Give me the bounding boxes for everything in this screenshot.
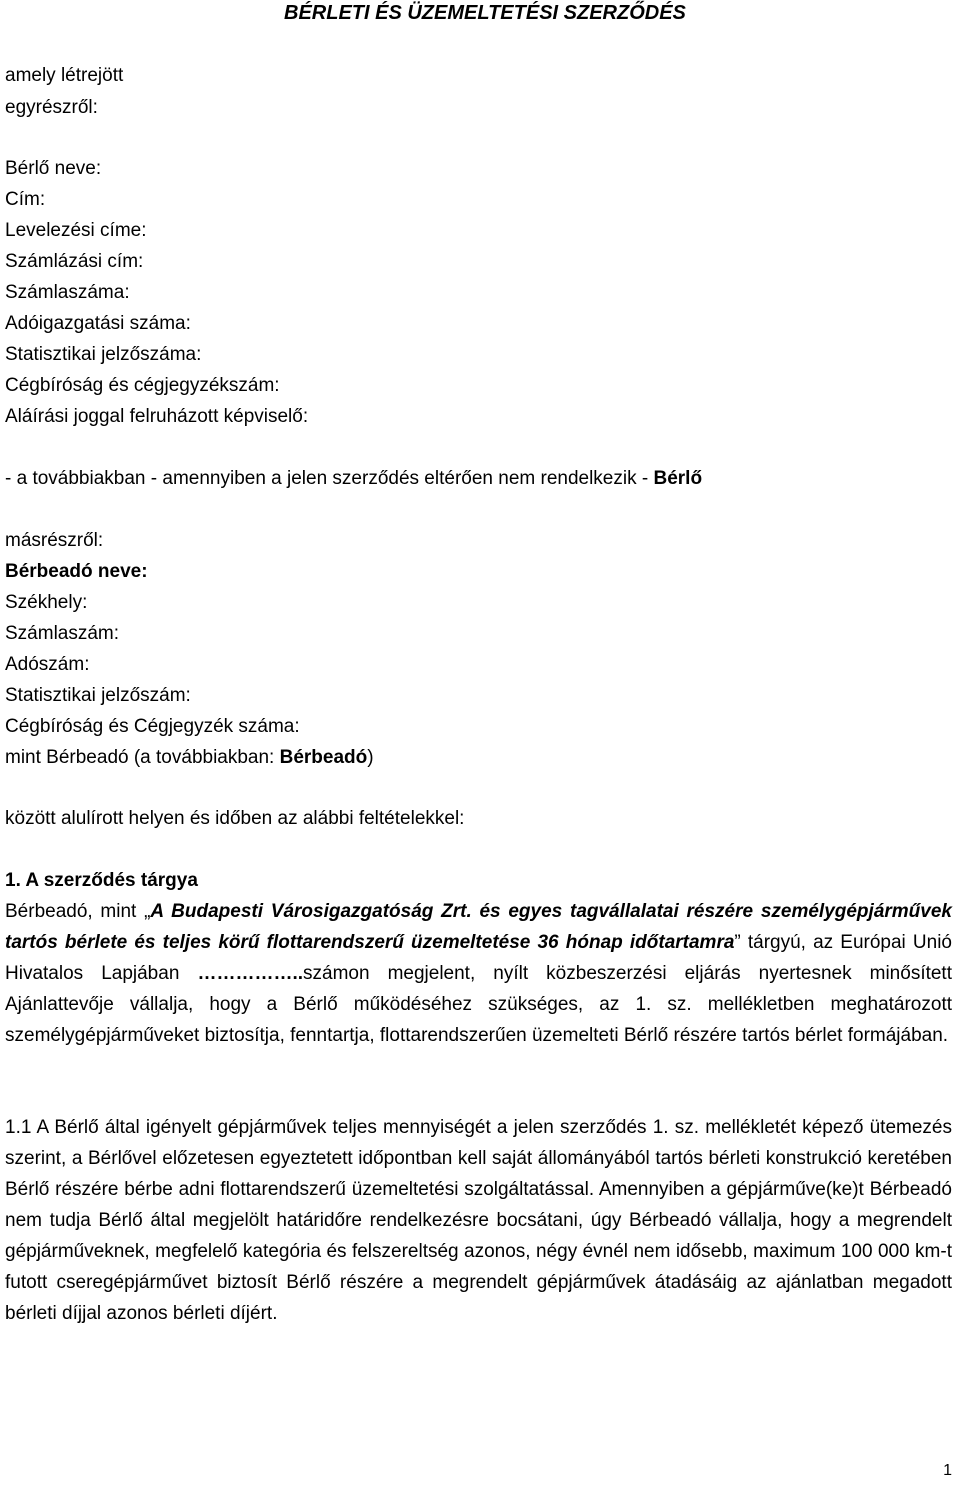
p1-company-name: A Budapesti Városigazgatóság Zrt. bbox=[150, 901, 472, 922]
party2-heading: másrészről: bbox=[5, 530, 104, 551]
lessor-designation-text: mint Bérbeadó (a továbbiakban: bbox=[5, 747, 280, 768]
field-lessor-court-registry: Cégbíróság és Cégjegyzék száma: bbox=[5, 716, 300, 737]
lessor-designation-close: ) bbox=[367, 747, 374, 768]
section1-paragraph bbox=[5, 896, 952, 1051]
field-tenant-account-number: Számlaszáma: bbox=[5, 282, 130, 303]
p1-placeholder-dots: …………….. bbox=[197, 963, 303, 984]
intro-text: amely létrejött bbox=[5, 65, 124, 86]
tenant-designation-text: - a továbbiakban - amennyiben a jelen szerződés eltérően nem rendelkezik - bbox=[5, 468, 654, 489]
field-lessor-tax-number: Adószám: bbox=[5, 654, 90, 675]
field-lessor-name: Bérbeadó neve: bbox=[5, 561, 148, 582]
tenant-designation-term: Bérlő bbox=[653, 468, 703, 489]
field-tenant-mailing-address: Levelezési címe: bbox=[5, 220, 147, 241]
field-tenant-address: Cím: bbox=[5, 189, 46, 210]
p1-part-a: Bérbeadó, mint bbox=[5, 901, 145, 922]
between-clause: között alulírott helyen és időben az alábbi feltételekkel: bbox=[5, 808, 465, 829]
field-tenant-tax-number: Adóigazgatási száma: bbox=[5, 313, 191, 334]
field-tenant-billing-address: Számlázási cím: bbox=[5, 251, 144, 272]
p1-part-e: ” tárgyú, az Európai Unió Hivatalos Lapjában bbox=[5, 932, 952, 984]
p1-subject: és egyes tagvállalatai részére személygépjárművek tartós bérlete és teljes körű flottarendszerű üzemeltetése 36 hónap időtartamra bbox=[5, 901, 952, 953]
p1-part-g: számon megjelent, nyílt közbeszerzési eljárás nyertesnek minősített Ajánlattevője vállalja, hogy a Bérlő működéséhez szükséges, az 1. sz. mellékletben meghatározott személygépjárműveket biztosítja, fenntartja, flottarendszerűen üzemelteti Bérlő részére tartós bérlet formájában. bbox=[5, 963, 952, 1046]
section1-1-paragraph: 1.1 A Bérlő által igényelt gépjárművek teljes mennyiségét a jelen szerződés 1. sz. mellékletét képező ütemezés szerint, a Bérlővel előzetesen egyeztetett időpontban kell saját állományából tartós bérleti konstrukció keretében Bérlő részére bérbe adni flottarendszerű üzemeltetési szolgáltatással. Amennyiben a gépjárműve(ke)t Bérbeadó nem tudja Bérlő által megjelölt határidőre rendelkezésre bocsátani, úgy Bérbeadó vállalja, hogy a megrendelt gépjárműveknek, megfelelő kategória és felszereltség azonos, négy évnél nem idősebb, maximum 100 000 km-t futott cseregépjárművet biztosít Bérlő részére a megrendelt gépjárművek átadásáig az ajánlatban megadott bérleti díjjal azonos bérleti díjért. bbox=[5, 1117, 952, 1324]
field-tenant-court-registry: Cégbíróság és cégjegyzékszám: bbox=[5, 375, 280, 396]
field-tenant-name: Bérlő neve: bbox=[5, 158, 102, 179]
lessor-designation bbox=[5, 746, 374, 770]
page-number: 1 bbox=[943, 1462, 952, 1479]
lessor-designation-term: Bérbeadó bbox=[279, 747, 368, 768]
tenant-designation bbox=[5, 467, 702, 491]
field-lessor-seat: Székhely: bbox=[5, 592, 88, 613]
party1-heading: egyrészről: bbox=[5, 97, 98, 118]
section1-heading: 1. A szerződés tárgya bbox=[5, 870, 198, 891]
field-lessor-account: Számlaszám: bbox=[5, 623, 120, 644]
field-lessor-statistical-number: Statisztikai jelzőszám: bbox=[5, 685, 191, 706]
field-tenant-representative: Aláírási joggal felruházott képviselő: bbox=[5, 406, 309, 427]
document-title: BÉRLETI ÉS ÜZEMELTETÉSI SZERZŐDÉS bbox=[284, 2, 686, 24]
field-tenant-statistical-number: Statisztikai jelzőszáma: bbox=[5, 344, 202, 365]
p1-open-quote: „ bbox=[144, 901, 151, 922]
